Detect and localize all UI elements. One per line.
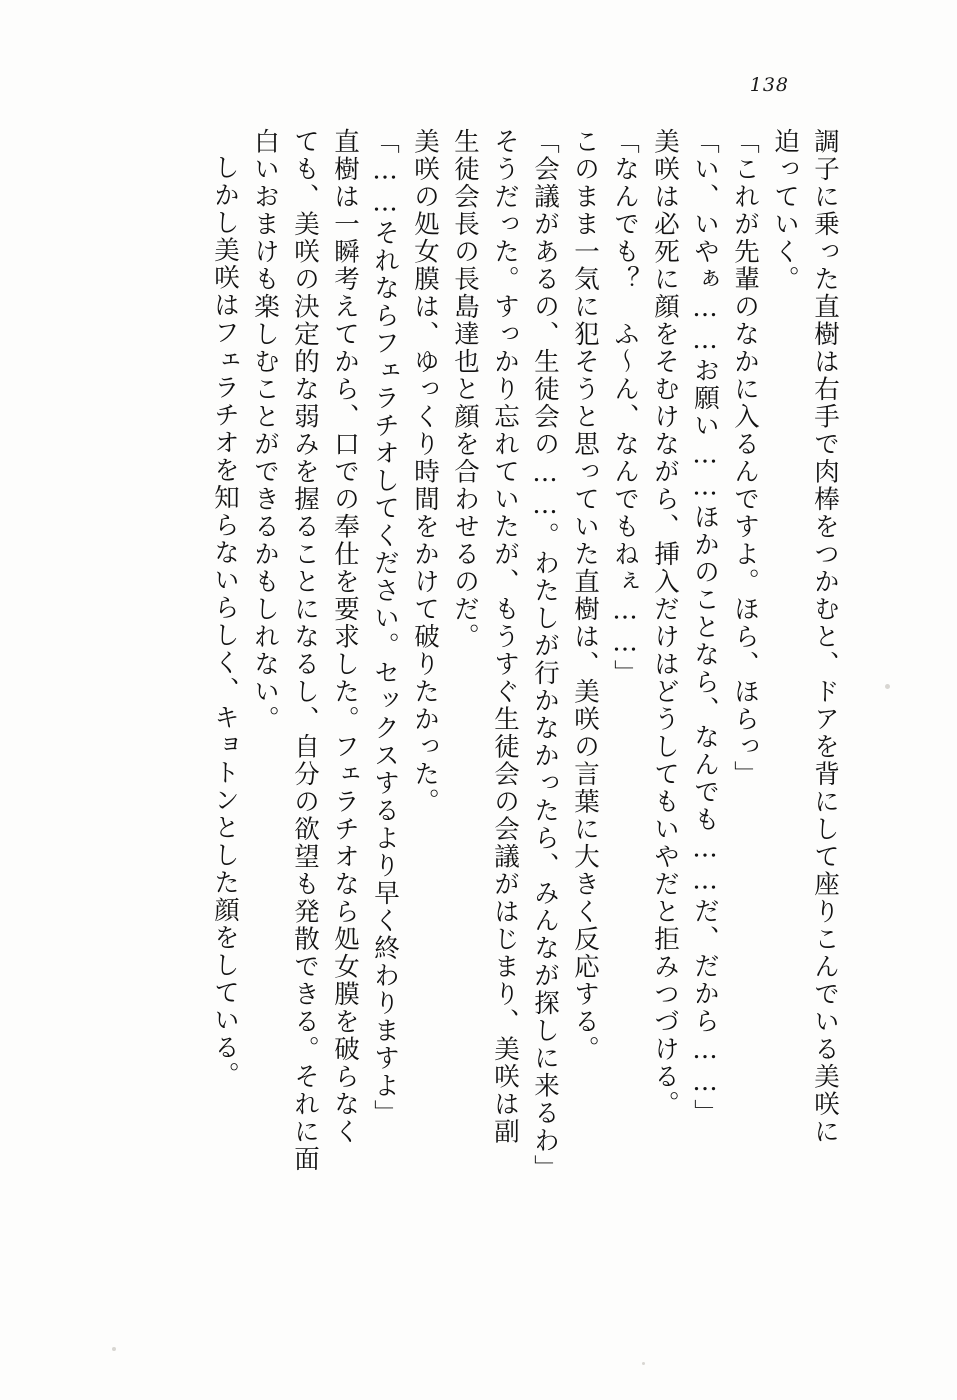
text-column: 「……それならフェラチオしてください。セックスするより早く終わりますよ」 (370, 128, 400, 1127)
text-column: 調子に乗った直樹は右手で肉棒をつかむと、ドアを背にして座りこんでいる美咲に (810, 128, 840, 1146)
text-column: 迫っていく。 (770, 128, 800, 293)
page-number: 138 (749, 74, 789, 96)
text-column: そうだった。すっかり忘れていたが、もうすぐ生徒会の会議がはじまり、美咲は副 (490, 128, 520, 1146)
scan-speck (112, 1347, 116, 1351)
vertical-text-block (117, 128, 840, 1278)
scan-speck (642, 1362, 645, 1365)
text-column: 「い、いやぁ……お願い……ほかのことなら、なんでも……だ、だから……」 (690, 128, 720, 1127)
text-column: ても、美咲の決定的な弱みを握ることになるし、自分の欲望も発散できる。それに面 (290, 128, 320, 1173)
text-column: このまま一気に犯そうと思っていた直樹は、美咲の言葉に大きく反応する。 (570, 128, 600, 1063)
text-column: 「これが先輩のなかに入るんですよ。ほら、ほらっ」 (730, 128, 760, 788)
text-column: 「なんでも？ ふ〜ん、なんでもねぇ……」 (610, 128, 640, 687)
text-column: 美咲は必死に顔をそむけながら、挿入だけはどうしてもいやだと拒みつづける。 (650, 128, 680, 1118)
text-column: 生徒会長の長島達也と顔を合わせるのだ。 (450, 128, 480, 651)
text-column: 直樹は一瞬考えてから、口での奉仕を要求した。フェラチオなら処女膜を破らなく (330, 128, 360, 1146)
text-column: 「会議があるの、生徒会の……。わたしが行かなかったら、みんなが探しに来るわ」 (530, 128, 560, 1182)
text-column: しかし美咲はフェラチオを知らないらしく、キョトンとした顔をしている。 (210, 154, 240, 1089)
text-column: 美咲の処女膜は、ゆっくり時間をかけて破りたかった。 (410, 128, 440, 816)
scan-speck (885, 684, 890, 689)
text-column: 白いおまけも楽しむことができるかもしれない。 (250, 128, 280, 733)
